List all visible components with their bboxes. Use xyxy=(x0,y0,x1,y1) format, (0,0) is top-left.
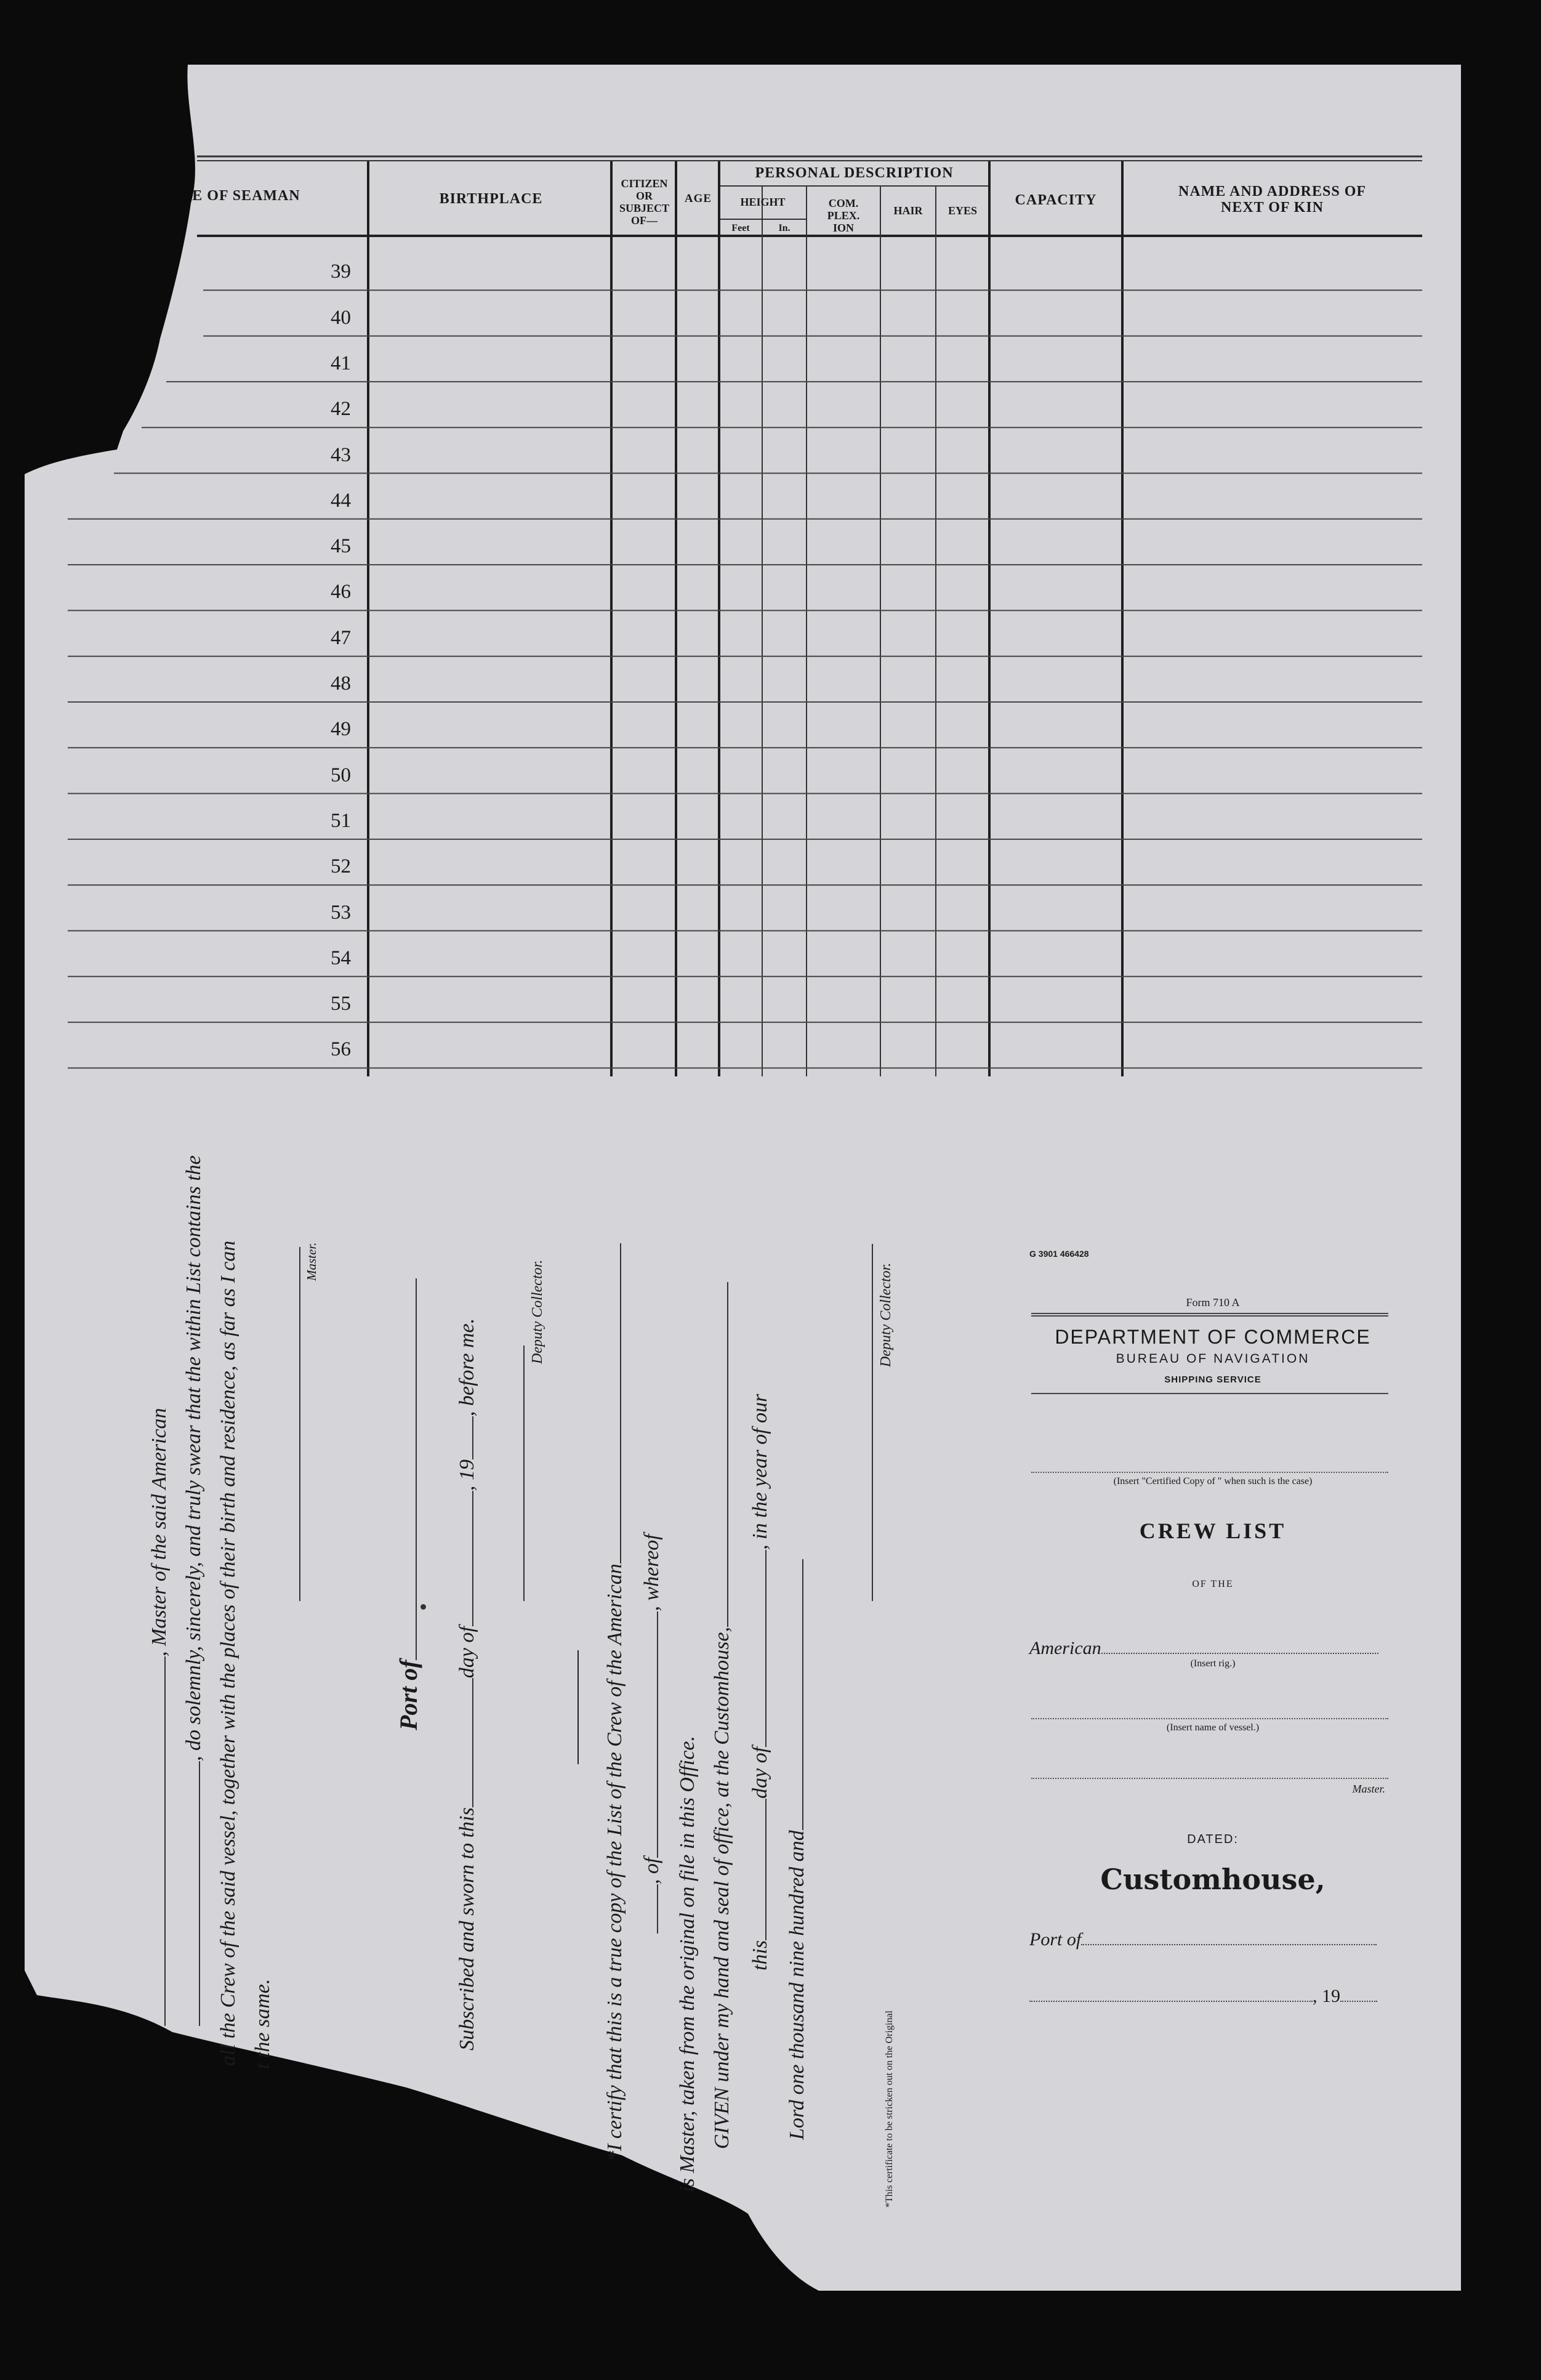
master-signature-line xyxy=(299,1247,300,1601)
deputy-collector-2: Deputy Collector. xyxy=(878,1262,894,1367)
row-number: 56 xyxy=(331,1038,351,1061)
rule xyxy=(1031,1393,1388,1394)
header-seaman: E OF SEAMAN xyxy=(192,188,300,204)
certify-line-2: , of, whereof xyxy=(640,1534,664,1934)
bureau-title: BUREAU OF NAVIGATION xyxy=(1116,1352,1310,1366)
header-personal-description: PERSONAL DESCRIPTION xyxy=(755,165,954,181)
row-number: 51 xyxy=(331,809,351,832)
port-of-field: Port of xyxy=(1029,1929,1377,1950)
master-label: Master. xyxy=(1352,1783,1385,1795)
certify-footnote: *This certificate to be stricken out on the Original xyxy=(884,2011,895,2208)
certify-line-5: thisday of, in the year of our xyxy=(749,1394,771,1971)
master-signature-label: Master. xyxy=(304,1242,319,1281)
crew-list-title: CREW LIST xyxy=(1139,1519,1287,1543)
header-citizen: CITIZEN OR SUBJECT OF— xyxy=(619,177,670,227)
certified-copy-blank xyxy=(1031,1472,1388,1473)
oath-line-3: all the Crew of the said vessel, together with the places of their birth and residence, as far as I can xyxy=(217,1240,239,2066)
row-number: 45 xyxy=(331,535,351,558)
row-number: 40 xyxy=(331,306,351,329)
certify-line-6: Lord one thousand nine hundred and xyxy=(786,1559,809,2140)
header-complexion: COM. PLEX. ION xyxy=(827,197,860,234)
row-number: 46 xyxy=(331,581,351,603)
header-inches: In. xyxy=(778,223,791,233)
certify-line-1: *I certify that this is a true copy of the List of the Crew of the American xyxy=(603,1243,627,2161)
certify-line-4: GIVEN under my hand and seal of office, at the Customhouse, xyxy=(710,1282,734,2149)
department-title: DEPARTMENT OF COMMERCE xyxy=(1055,1326,1371,1348)
header-eyes: EYES xyxy=(948,204,978,217)
rule xyxy=(1031,1315,1388,1317)
row-number: 48 xyxy=(331,672,351,695)
print-code: G 3901 466428 xyxy=(1029,1249,1089,1259)
row-number: 52 xyxy=(331,855,351,878)
deputy-collector-1: Deputy Collector. xyxy=(529,1259,545,1364)
customhouse-title: Customhouse, xyxy=(1100,1863,1326,1896)
header-next-of-kin: NAME AND ADDRESS OF NEXT OF KIN xyxy=(1178,184,1367,216)
header-age: AGE xyxy=(684,192,712,205)
header-height: HEIGHT xyxy=(740,196,786,208)
master-blank xyxy=(1031,1778,1388,1779)
header-capacity: CAPACITY xyxy=(1015,192,1097,208)
oath-line-4: t the same. xyxy=(251,1979,274,2069)
deputy-signature-line-2 xyxy=(872,1244,873,1601)
form-number: Form 710 A xyxy=(1186,1296,1240,1309)
header-feet: Feet xyxy=(731,223,750,233)
service-title: SHIPPING SERVICE xyxy=(1164,1374,1261,1385)
dot xyxy=(420,1604,426,1610)
rule xyxy=(1031,1313,1388,1314)
row-number: 50 xyxy=(331,764,351,786)
separator xyxy=(577,1650,579,1764)
insert-note: (Insert "Certified Copy of " when such is the case) xyxy=(1113,1476,1313,1486)
oath-line-1: , Master of the said American xyxy=(148,1408,171,2026)
american-field: American xyxy=(1029,1638,1378,1659)
row-number: 43 xyxy=(331,443,351,466)
dated-label: DATED: xyxy=(1187,1833,1239,1846)
row-number: 44 xyxy=(331,489,351,512)
vessel-name-blank xyxy=(1031,1718,1388,1719)
row-number: 39 xyxy=(331,260,351,283)
row-number: 49 xyxy=(331,718,351,741)
row-number: 53 xyxy=(331,901,351,924)
subscribed-line: Subscribed and sworn to thisday of, 19, before me. xyxy=(456,1318,478,2051)
row-number: 55 xyxy=(331,993,351,1015)
row-number: 47 xyxy=(331,626,351,649)
header-birthplace: BIRTHPLACE xyxy=(439,191,543,207)
row-number: 41 xyxy=(331,352,351,374)
header-hair: HAIR xyxy=(893,204,923,217)
row-number: 54 xyxy=(331,946,351,969)
oath-line-2: , do solemnly, sincerely, and truly swear that the within List contains the xyxy=(182,1155,206,2026)
of-the-label: OF THE xyxy=(1192,1579,1234,1589)
certify-line-3: is Master, taken from the original on file in this Office. xyxy=(676,1735,699,2192)
row-number: 42 xyxy=(331,398,351,421)
date-field: , 19 xyxy=(1029,1986,1377,2007)
insert-rig-label: (Insert rig.) xyxy=(1190,1658,1236,1669)
insert-vessel-label: (Insert name of vessel.) xyxy=(1166,1722,1260,1733)
deputy-signature-line-1 xyxy=(523,1345,525,1601)
port-of-label: Port of xyxy=(394,1278,423,1730)
